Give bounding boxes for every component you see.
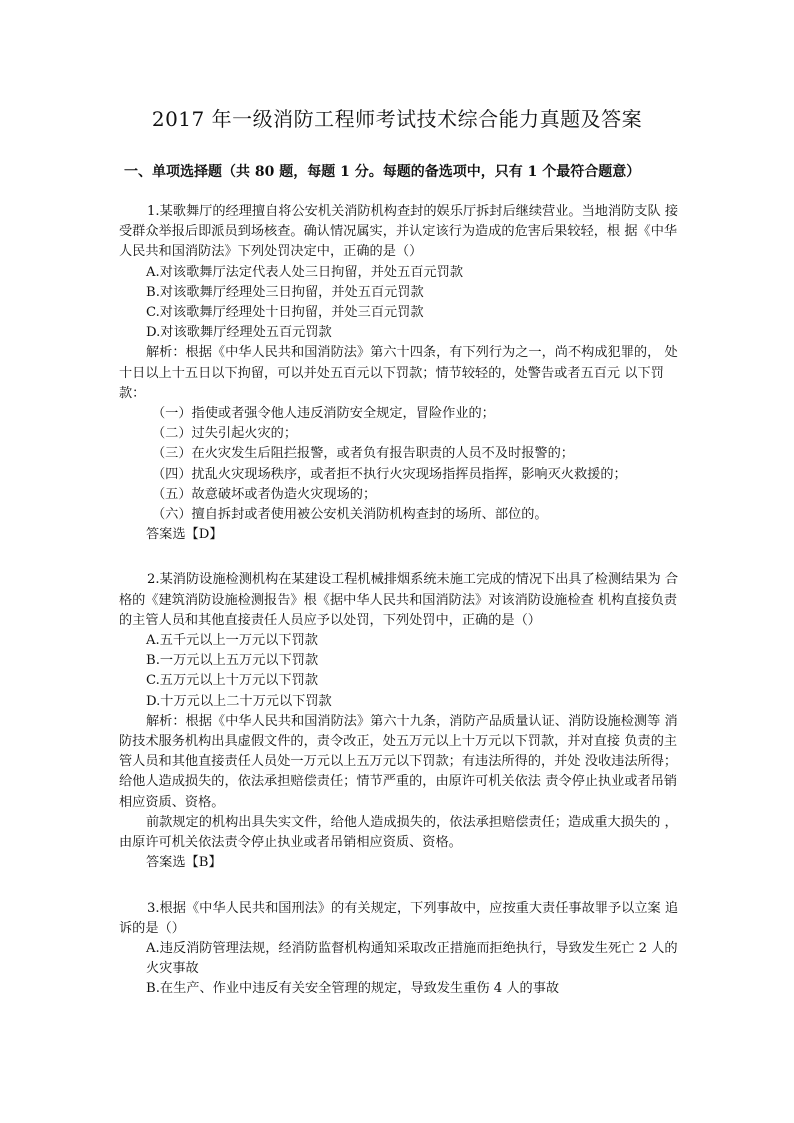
question-3-option-a: A.违反消防管理法规，经消防监督机构通知采取改正措施而拒绝执行，导致发生死亡 2 人的 火灾事故 [146, 940, 678, 977]
question-1-analysis: 解析：根据《中华人民共和国消防法》第六十四条，有下列行为之一，尚不构成犯罪的， 处十日以上十五日以下拘留，可以并处五百元以下罚款；情节较轻的，处警告或者五百元 以下罚款： [119, 345, 678, 401]
document-body [119, 202, 689, 1000]
spacer [119, 545, 689, 570]
question-2-analysis-continued: 前款规定的机构出具失实文件，给他人造成损失的，依法承担赔偿责任；造成重大损失的 ，由原许可机关依法责令停止执业或者吊销相应资质、资格。 [119, 814, 678, 851]
question-1-item: （二）过失引起火灾的； [152, 426, 298, 442]
question-3-stem: 3.根据《中华人民共和国刑法》的有关规定，下列事故中，应按重大责任事故罪予以立案 追诉的是（） [119, 900, 679, 936]
question-1-item: （五）故意破坏或者伪造火灾现场的； [152, 486, 377, 502]
spacer [119, 874, 689, 899]
question-2-option-a: A.五千元以上一万元以下罚款 [146, 633, 318, 649]
section-heading: 一、单项选择题（共 80 题，每题 1 分。每题的备选项中，只有 1 个最符合题意） [124, 164, 641, 180]
question-1-item: （六）擅自拆封或者使用被公安机关消防机构查封的场所、部位的。 [152, 507, 548, 523]
question-1-item: （三）在火灾发生后阻拦报警，或者负有报告职责的人员不及时报警的； [152, 446, 574, 462]
question-1-stem: 1.某歌舞厅的经理擅自将公安机关消防机构查封的娱乐厅拆封后继续营业。当地消防支队 接受群众举报后即派员到场核查。确认情况属实，并认定该行为造成的危害后果较轻，根 据《中华人民共和国消防法》下列处罚决定中，正确的是（） [119, 204, 679, 260]
question-1-item: （四）扰乱火灾现场秩序，或者拒不执行火灾现场指挥员指挥，影响灭火救援的； [152, 466, 627, 482]
question-1-option-c: C.对该歌舞厅经理处十日拘留，并处三百元罚款 [146, 305, 424, 321]
question-3-option-b: B.在生产、作业中违反有关安全管理的规定，导致发生重伤 4 人的事故 [146, 981, 560, 997]
document-title: 2017 年一级消防工程师考试技术综合能力真题及答案 [151, 107, 643, 131]
question-1-answer: 答案选【D】 [146, 527, 223, 543]
question-2-option-b: B.一万元以上五万元以下罚款 [146, 653, 319, 669]
question-2-stem: 2.某消防设施检测机构在某建设工程机械排烟系统未施工完成的情况下出具了检测结果为 合格的《建筑消防设施检测报告》根《据中华人民共和国消防法》对该消防设施检查 机构直接负责的主管人员和其他直接责任人员应予以处罚，下列处罚中，正确的是（） [119, 572, 679, 628]
question-1-option-d: D.对该歌舞厅经理处五百元罚款 [146, 325, 332, 341]
question-2-analysis: 解析：根据《中华人民共和国消防法》第六十九条，消防产品质量认证、消防设施检测等 消防技术服务机构出具虚假文件的，责令改正，处五万元以上十万元以下罚款，并对直接 负责的主管人员和其他直接责任人员处一万元以上五万元以下罚款；有违法所得的，并处 没收违法所得；给他人造成损失的，依法承担赔偿责任；情节严重的，由原许可机关依法 责令停止执业或者吊销相应资质、资格。 [119, 713, 678, 810]
question-2-option-d: D.十万元以上二十万元以下罚款 [146, 693, 332, 709]
question-1-option-a: A.对该歌舞厅法定代表人处三日拘留，并处五百元罚款 [146, 264, 464, 280]
question-1-option-b: B.对该歌舞厅经理处三日拘留，并处五百元罚款 [146, 284, 424, 300]
question-2-answer: 答案选【B】 [146, 855, 222, 871]
question-1-item: （一）指使或者强令他人违反消防安全规定，冒险作业的； [152, 406, 495, 422]
question-2-option-c: C.五万元以上十万元以下罚款 [146, 673, 319, 689]
